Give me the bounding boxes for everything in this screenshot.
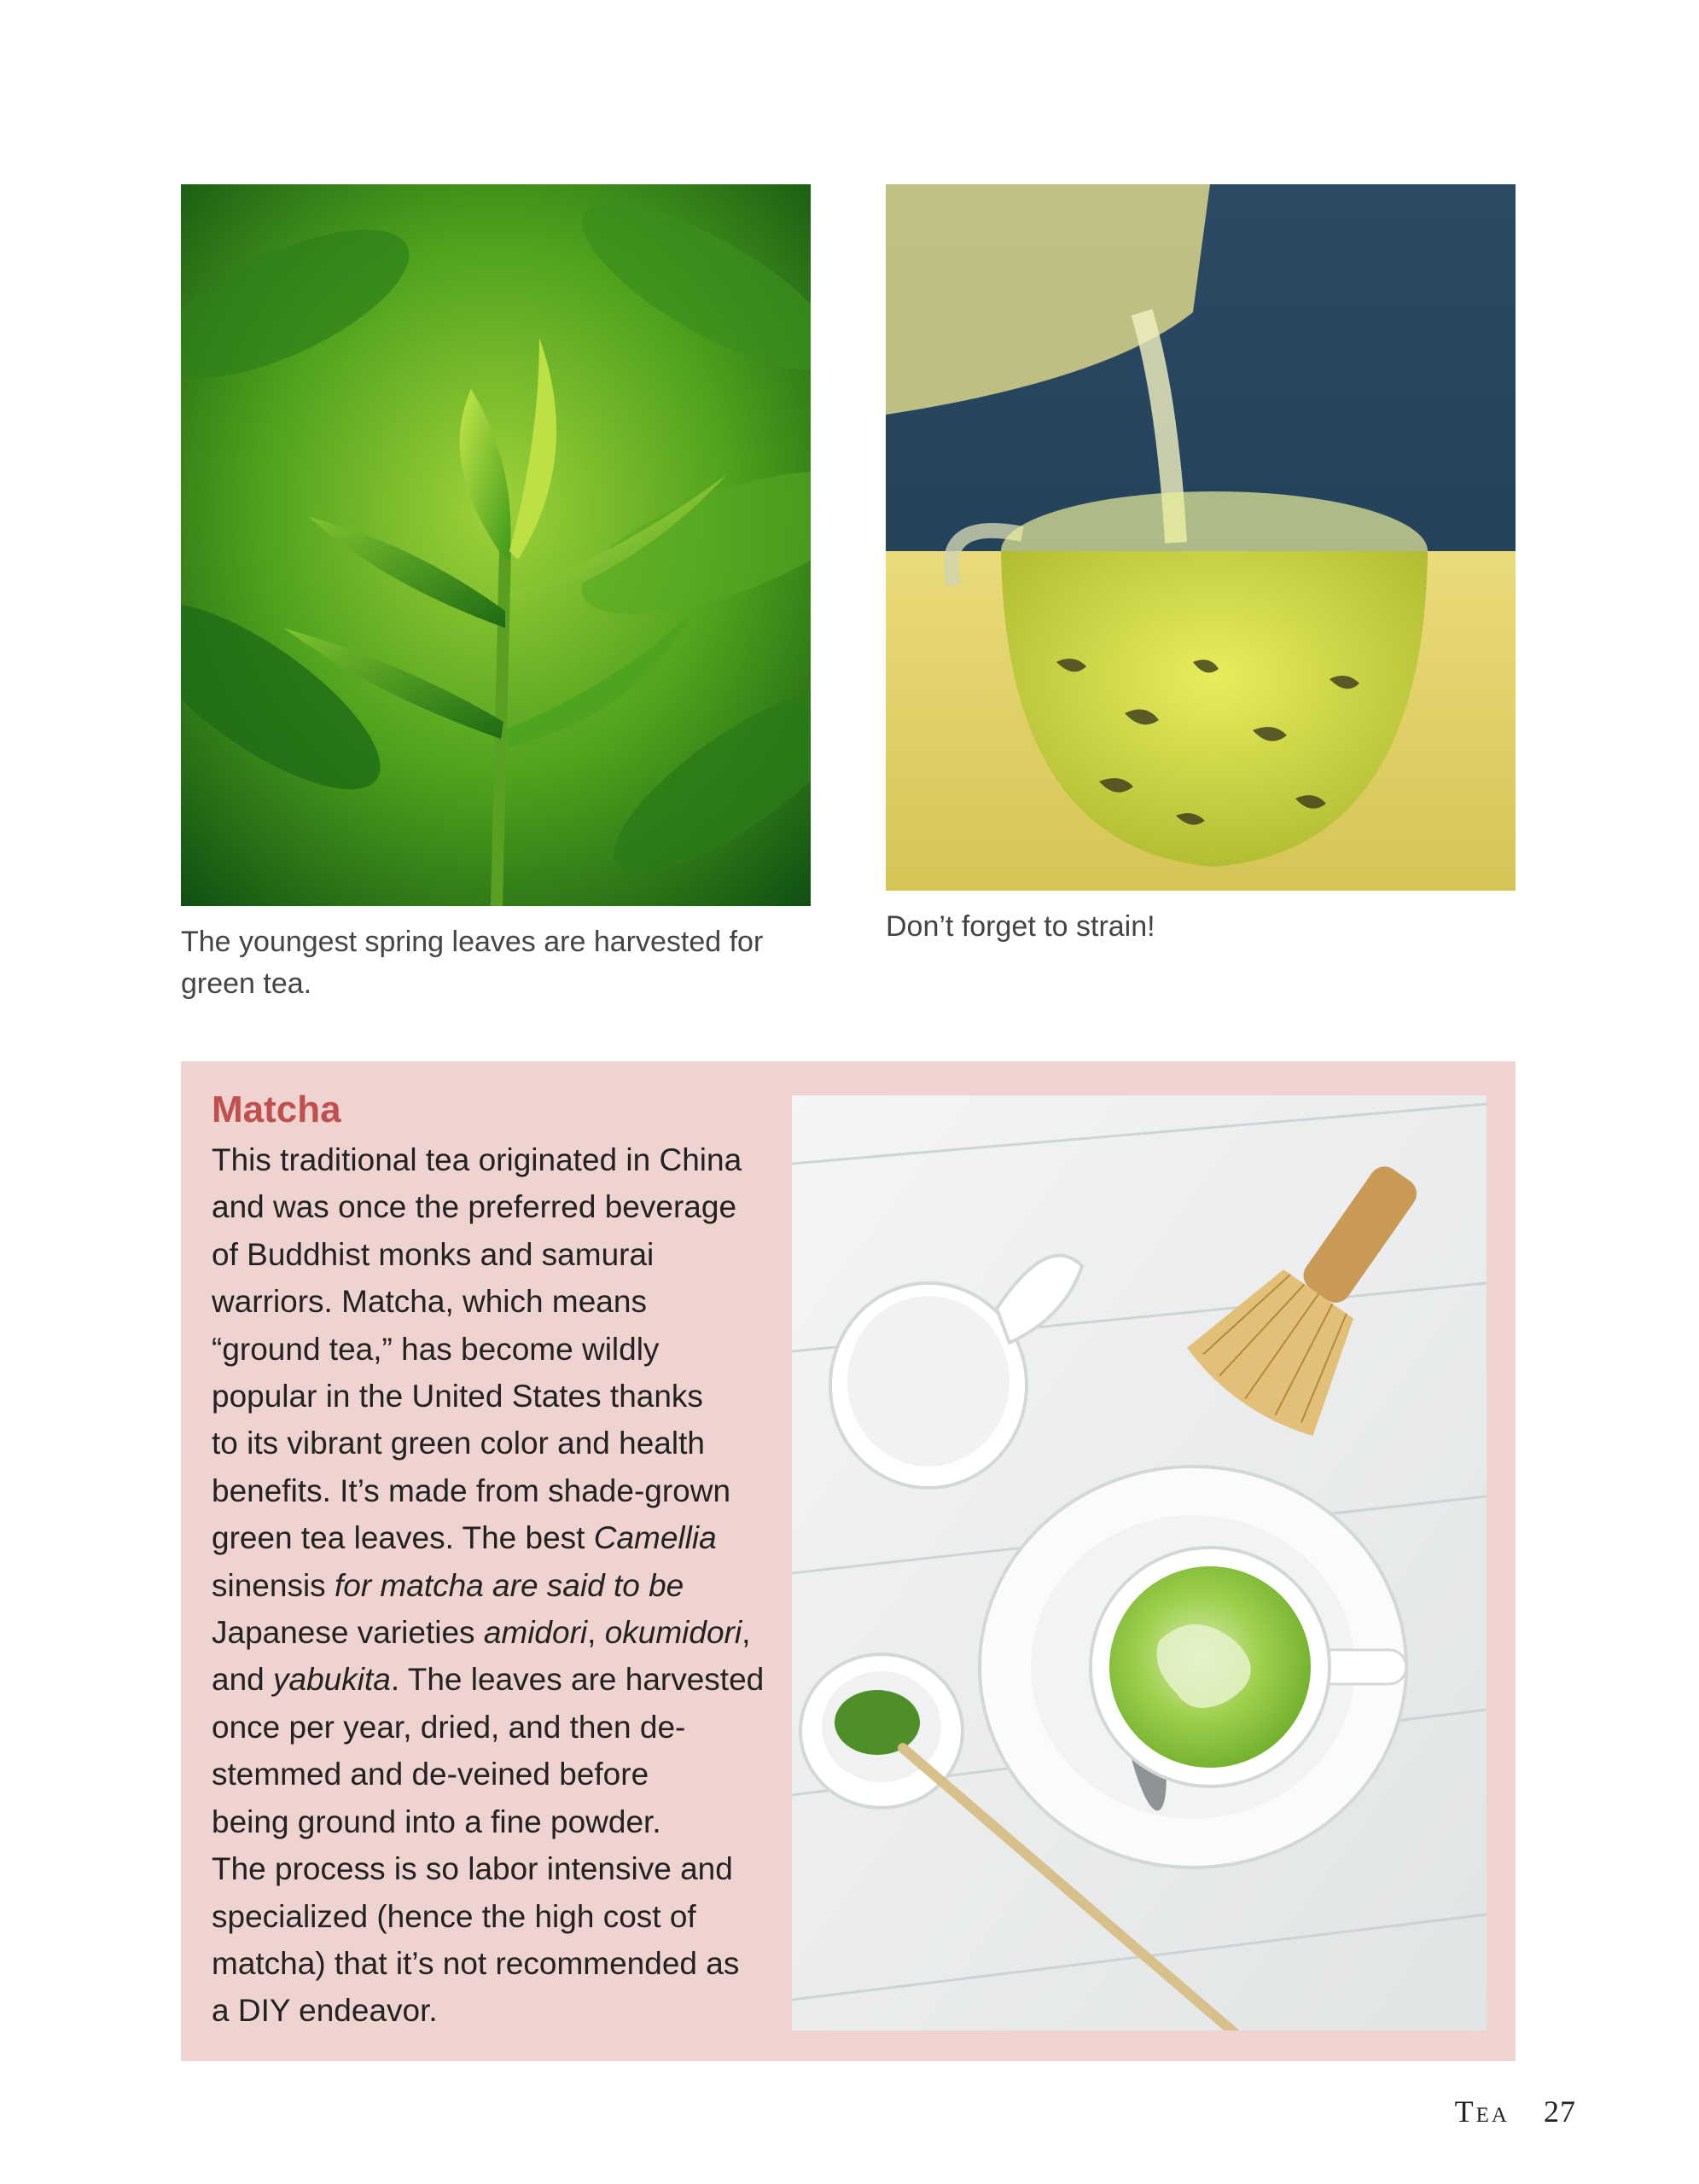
- body-text: ,: [587, 1615, 605, 1651]
- caption-leaves: The youngest spring leaves are harvested for green tea.: [181, 926, 764, 1000]
- sidebar-body-line: [212, 1893, 766, 1940]
- italic-term: okumidori: [604, 1615, 742, 1651]
- body-text: and was once the preferred beverage: [212, 1189, 737, 1225]
- body-text: ,: [742, 1615, 751, 1651]
- italic-term: amidori: [483, 1615, 588, 1651]
- sidebar-body-line: [212, 1704, 766, 1751]
- page-footer: [1455, 2094, 1576, 2129]
- body-text: warriors. Matcha, which means: [212, 1284, 647, 1320]
- body-text: The process is so labor intensive and: [212, 1851, 733, 1887]
- green-tea-leaves-photo: [181, 184, 811, 906]
- body-text: green tea leaves. The best: [212, 1520, 594, 1556]
- sidebar-body-line: [212, 1940, 766, 1987]
- body-text: popular in the United States thanks: [212, 1379, 703, 1414]
- body-text: Japanese varieties: [212, 1615, 484, 1651]
- matcha-sidebar: [181, 1061, 1516, 2061]
- body-text: being ground into a fine powder.: [212, 1804, 661, 1839]
- body-text: sinensis: [212, 1567, 326, 1603]
- sidebar-body: [212, 1136, 766, 2035]
- sidebar-body-line: [212, 1562, 766, 1609]
- sidebar-body-line: [212, 1798, 766, 1845]
- body-text: benefits. It’s made from shade-grown: [212, 1472, 731, 1508]
- sidebar-body-line: [212, 1467, 766, 1514]
- body-text: This traditional tea originated in China: [212, 1142, 742, 1177]
- sidebar-body-line: [212, 1326, 766, 1373]
- body-text: once per year, dried, and then de-: [212, 1709, 686, 1745]
- sidebar-body-line: [212, 1183, 766, 1230]
- body-text: specialized (hence the high cost of: [212, 1898, 696, 1934]
- body-text: matcha) that it’s not recommended as: [212, 1945, 740, 1981]
- body-text: a DIY endeavor.: [212, 1993, 438, 2029]
- footer-section: Tea: [1454, 2094, 1510, 2129]
- italic-term: Camellia: [593, 1520, 717, 1556]
- body-text: of Buddhist monks and samurai: [212, 1236, 655, 1272]
- italic-term: yabukita: [273, 1662, 391, 1698]
- sidebar-body-line: [212, 1373, 766, 1420]
- sidebar-body-line: [212, 1231, 766, 1278]
- sidebar-title: Matcha: [212, 1089, 341, 1130]
- pouring-green-tea-photo: [886, 184, 1516, 891]
- matcha-latte-photo: [792, 1095, 1487, 2030]
- sidebar-body-line: [212, 1136, 766, 1183]
- page-number: 27: [1544, 2094, 1576, 2129]
- body-text: “ground tea,” has become wildly: [212, 1331, 660, 1367]
- italic-term: for matcha are said to be: [325, 1567, 684, 1603]
- sidebar-body-line: [212, 1609, 766, 1656]
- sidebar-body-line: [212, 1845, 766, 1892]
- sidebar-body-line: [212, 1420, 766, 1467]
- body-text: . The leaves are harvested: [390, 1662, 765, 1698]
- body-text: and: [212, 1662, 274, 1698]
- body-text: to its vibrant green color and health: [212, 1426, 705, 1461]
- sidebar-body-line: [212, 1514, 766, 1561]
- sidebar-body-line: [212, 1987, 766, 2034]
- sidebar-body-line: [212, 1278, 766, 1325]
- caption-cup: Don’t forget to strain!: [886, 910, 1155, 943]
- body-text: stemmed and de-veined before: [212, 1757, 649, 1792]
- sidebar-body-line: [212, 1656, 766, 1703]
- sidebar-body-line: [212, 1751, 766, 1798]
